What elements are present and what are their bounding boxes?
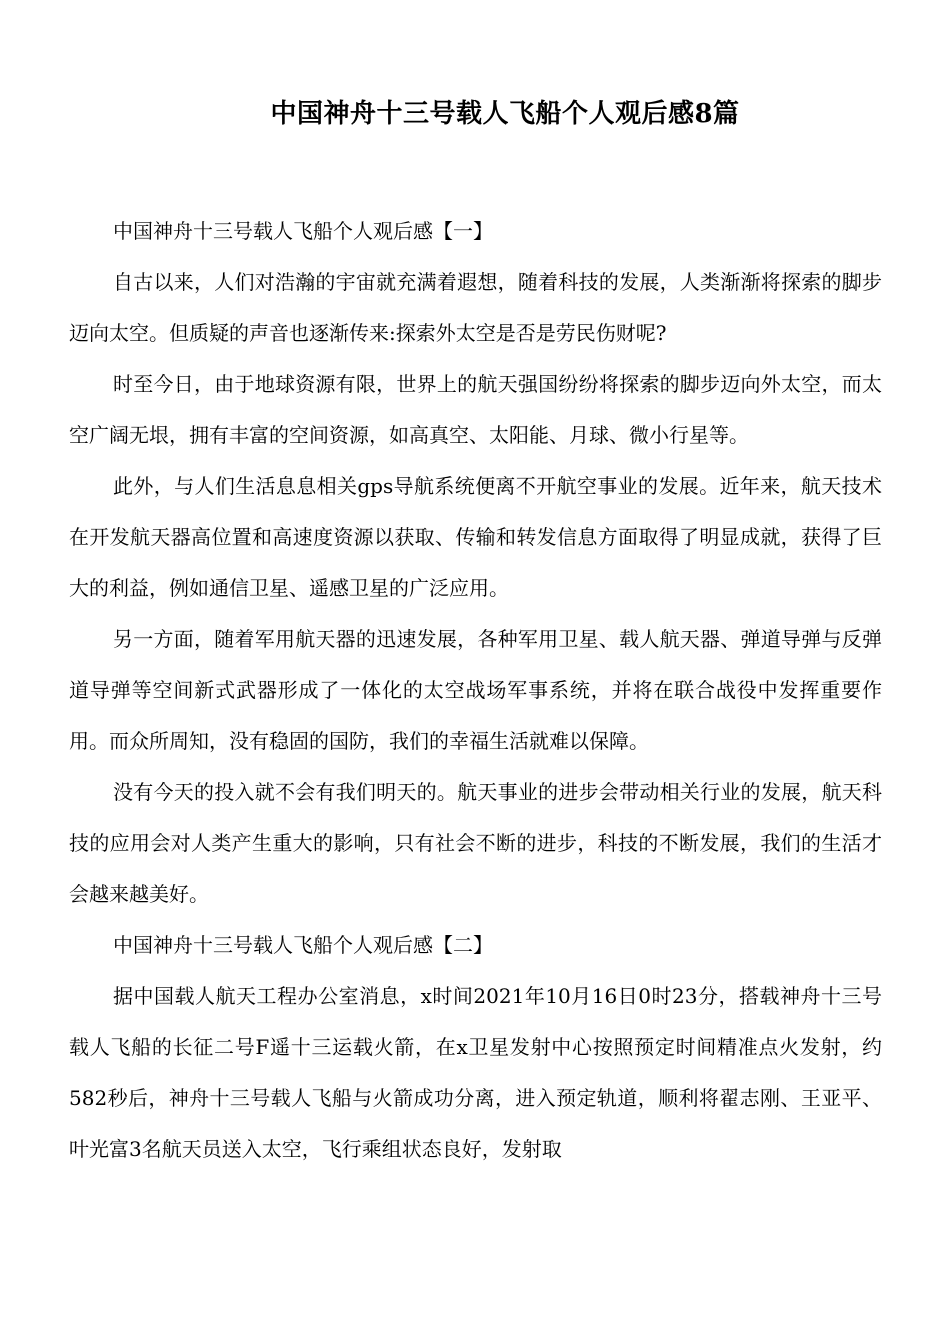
paragraph: 没有今天的投入就不会有我们明天的。航天事业的进步会带动相关行业的发展，航天科技的应用会对人类产生重大的影响，只有社会不断的进步，科技的不断发展，我们的生活才会越来越美好。: [69, 780, 882, 906]
section-heading-1: 中国神舟十三号载人飞船个人观后感【一】: [113, 219, 493, 243]
paragraph: 据中国载人航天工程办公室消息，x时间2021年10月16日0时23分，搭载神舟十三号载人飞船的长征二号F遥十三运载火箭，在x卫星发射中心按照预定时间精准点火发射，约582秒后，神舟十三号载人飞船与火箭成功分离，进入预定轨道，顺利将翟志刚、王亚平、叶光富3名航天员送入太空，飞行乘组状态良好，发射取: [69, 984, 882, 1161]
document-body: [69, 206, 882, 1175]
paragraph: 自古以来，人们对浩瀚的宇宙就充满着遐想，随着科技的发展，人类渐渐将探索的脚步迈向太空。但质疑的声音也逐渐传来:探索外太空是否是劳民伤财呢?: [69, 270, 882, 345]
paragraph: 另一方面，随着军用航天器的迅速发展，各种军用卫星、载人航天器、弹道导弹与反弹道导弹等空间新式武器形成了一体化的太空战场军事系统，并将在联合战役中发挥重要作用。而众所周知，没有稳固的国防，我们的幸福生活就难以保障。: [69, 627, 882, 753]
paragraph: 此外，与人们生活息息相关gps导航系统便离不开航空事业的发展。近年来，航天技术在开发航天器高位置和高速度资源以获取、传输和转发信息方面取得了明显成就，获得了巨大的利益，例如通信卫星、遥感卫星的广泛应用。: [69, 474, 882, 600]
paragraph: 时至今日，由于地球资源有限，世界上的航天强国纷纷将探索的脚步迈向外太空，而太空广阔无垠，拥有丰富的空间资源，如高真空、太阳能、月球、微小行星等。: [69, 372, 882, 447]
section-heading-2: 中国神舟十三号载人飞船个人观后感【二】: [113, 933, 493, 957]
document-title: 中国神舟十三号载人飞船个人观后感8篇: [270, 99, 740, 129]
